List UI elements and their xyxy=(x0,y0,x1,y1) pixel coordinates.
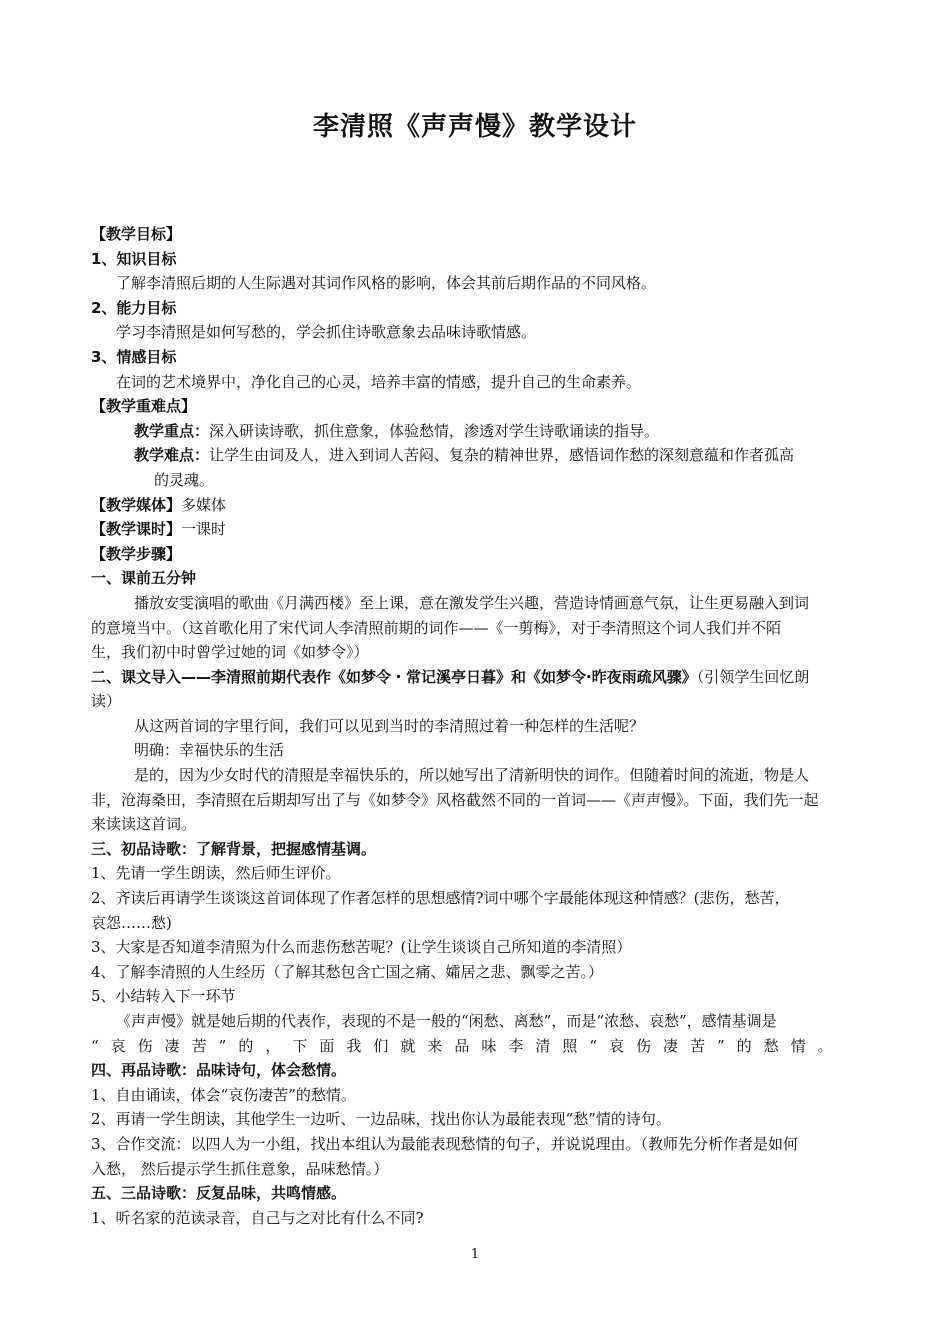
section-3-item-2: 2、齐读后再请学生谈谈这首词体现了作者怎样的思想感情?词中哪个字最能体现这种情感？(悲伤，愁苦， xyxy=(91,889,790,908)
section-2-note-cont: 读） xyxy=(91,692,122,711)
section-3-heading: 三、初品诗歌：了解背景，把握感情基调。 xyxy=(91,839,377,858)
focus-label: 教学重点： xyxy=(134,421,210,440)
section-1-line-1: 播放安雯演唱的歌曲《月满西楼》至上课，意在激发学生兴趣，营造诗情画意气氛，让生更易融入到词 xyxy=(134,593,810,612)
knowledge-text: 了解李清照后期的人生际遇对其词作风格的影响，体会其前后期作品的不同风格。 xyxy=(116,274,657,293)
focus-line xyxy=(91,419,859,444)
section-1-heading: 一、课前五分钟 xyxy=(91,569,197,588)
page-number: 1 xyxy=(470,1247,480,1262)
keypoints-heading: 【教学重难点】 xyxy=(91,397,197,416)
section-3-item-2-cont: 哀怨……愁) xyxy=(91,913,172,932)
difficulty-label: 教学难点： xyxy=(134,446,210,465)
hours-label: 【教学课时】 xyxy=(91,520,182,539)
difficulty-line xyxy=(91,443,859,468)
goals-heading: 【教学目标】 xyxy=(91,225,182,243)
section-2-heading-line xyxy=(91,665,859,690)
section-4-item-3: 3、合作交流：以四人为一小组，找出本组认为最能表现愁情的句子，并说说理由。（教师先分析作者是如何 xyxy=(91,1134,799,1153)
emotion-text: 在词的艺术境界中，净化自己的心灵，培养丰富的情感，提升自己的生命素养。 xyxy=(116,372,642,391)
section-2-heading: 二、课文导入——李清照前期代表作《如梦令・常记溪亭日暮》和《如梦令·昨夜雨疏风骤》 xyxy=(91,667,697,686)
section-3-summary-line-2: “哀伤凄苦”的，下面我们就来品味李清照“哀伤凄苦”的愁情。 xyxy=(91,1036,845,1055)
section-3-item-1: 1、先请一学生朗读，然后师生评价。 xyxy=(91,864,341,883)
section-2-line-3: 来读读这首词。 xyxy=(91,815,197,834)
section-4-item-2: 2、再请一学生朗读，其他学生一边听、一边品味，找出你认为最能表现“愁”情的诗句。 xyxy=(91,1110,671,1129)
section-3-summary-line-1: 《声声慢》就是她后期的代表作，表现的不是一般的“闲愁、离愁”，而是“浓愁、哀愁”，感情基调是 xyxy=(116,1012,777,1030)
knowledge-heading: 1、知识目标 xyxy=(91,249,177,268)
hours-line xyxy=(91,517,859,542)
section-3-item-5: 5、小结转入下一环节 xyxy=(91,987,236,1006)
media-value: 多媒体 xyxy=(181,495,227,514)
document-title: 李清照《声声慢》教学设计 xyxy=(312,112,637,142)
section-3-item-4: 4、了解李清照的人生经历（了解其愁包含亡国之痛、孀居之悲、飘零之苦。） xyxy=(91,962,604,981)
focus-text: 深入研读诗歌，抓住意象，体验愁情，渗透对学生诗歌诵读的指导。 xyxy=(209,421,660,440)
document-body xyxy=(91,222,859,1230)
section-3-item-3: 3、大家是否知道李清照为什么而悲伤愁苦呢？(让学生谈谈自己所知道的李清照） xyxy=(91,938,632,957)
section-5-item-1: 1、听名家的范读录音，自己与之对比有什么不同? xyxy=(91,1208,424,1227)
section-1-line-3: 生，我们初中时曾学过她的词《如梦令》） xyxy=(91,643,369,662)
media-line xyxy=(91,493,859,518)
section-1-line-2: 的意境当中。（这首歌化用了宋代词人李清照前期的词作——《一剪梅》，对于李清照这个词人我们并不陌 xyxy=(91,618,782,637)
section-2-question: 从这两首词的字里行间，我们可以见到当时的李清照过着一种怎样的生活呢？ xyxy=(134,716,645,735)
ability-text: 学习李清照是如何写愁的，学会抓住诗歌意象去品味诗歌情感。 xyxy=(116,323,537,342)
emotion-heading: 3、情感目标 xyxy=(91,347,177,366)
hours-value: 一课时 xyxy=(181,520,227,539)
section-4-heading: 四、再品诗歌：品味诗句，体会愁情。 xyxy=(91,1061,347,1080)
difficulty-text: 让学生由词及人，进入到词人苦闷、复杂的精神世界，感悟词作愁的深刻意蕴和作者孤高 xyxy=(209,446,795,465)
section-2-line-1: 是的，因为少女时代的清照是幸福快乐的，所以她写出了清新明快的词作。但随着时间的流逝，物是人 xyxy=(134,766,810,785)
section-4-item-1: 1、自由诵读，体会“哀伤凄苦”的愁情。 xyxy=(91,1085,356,1104)
difficulty-text-cont: 的灵魂。 xyxy=(154,470,215,489)
section-2-answer: 明确：幸福快乐的生活 xyxy=(134,741,285,760)
section-2-line-2: 非，沧海桑田，李清照在后期却写出了与《如梦令》风格截然不同的一首词——《声声慢》。下面，我们先一起 xyxy=(91,790,819,809)
section-5-heading: 五、三品诗歌：反复品味，共鸣情感。 xyxy=(91,1184,347,1203)
media-label: 【教学媒体】 xyxy=(91,495,182,514)
section-2-note: （引领学生回忆朗 xyxy=(696,667,810,686)
steps-heading: 【教学步骤】 xyxy=(91,544,182,563)
ability-heading: 2、能力目标 xyxy=(91,298,177,317)
section-4-item-3-cont: 入愁， 然后提示学生抓住意象，品味愁情。） xyxy=(91,1159,389,1178)
